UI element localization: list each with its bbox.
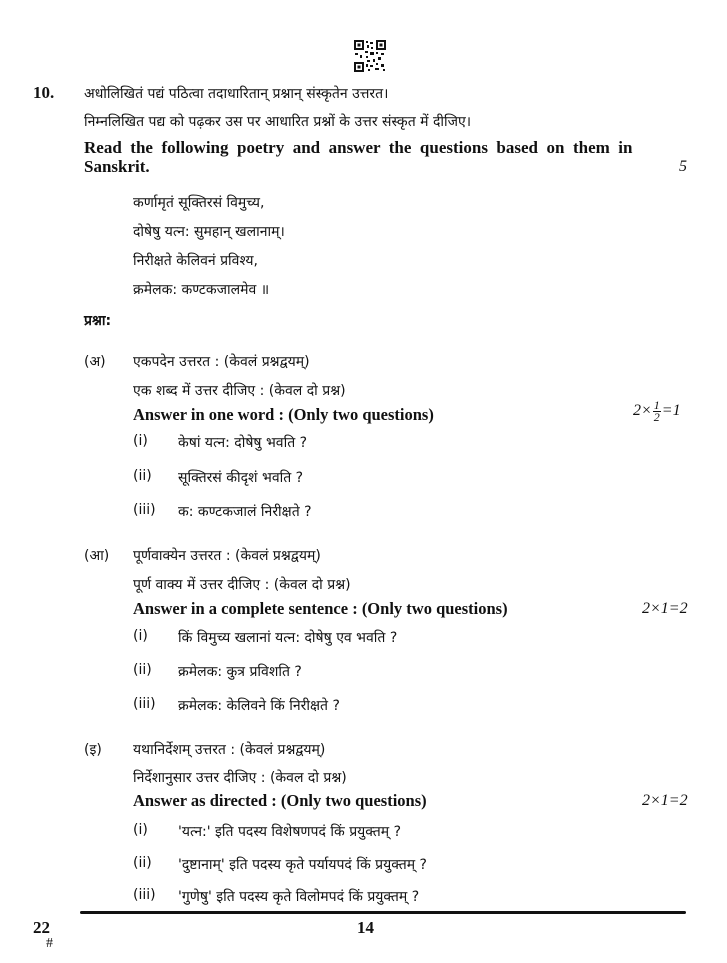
section-aa-q3-num: (iii) bbox=[133, 696, 156, 712]
footer-hash: # bbox=[46, 936, 53, 951]
section-aa-heading-sanskrit: पूर्णवाक्येन उत्तरत : (केवलं प्रश्नद्वयम्) bbox=[133, 548, 321, 564]
section-a-q1-num: (i) bbox=[133, 433, 148, 449]
poem-line-4: क्रमेलक: कण्टकजालमेव ॥ bbox=[133, 282, 270, 298]
paper-code: 22 bbox=[33, 918, 50, 937]
section-i-label: (इ) bbox=[84, 742, 102, 758]
section-aa-q2-text: क्रमेलक: कुत्र प्रविशति ? bbox=[178, 664, 302, 680]
section-aa-label: (आ) bbox=[84, 548, 110, 564]
section-a-q2-text: सूक्तिरसं कीदृशं भवति ? bbox=[178, 470, 304, 486]
section-aa-q1-num: (i) bbox=[133, 628, 148, 644]
section-aa-q3-text: क्रमेलक: केलिवने किं निरीक्षते ? bbox=[178, 698, 340, 714]
poem-line-3: निरीक्षते केलिवनं प्रविश्य, bbox=[133, 253, 258, 269]
section-aa-q2-num: (ii) bbox=[133, 662, 152, 678]
questions-heading: प्रश्ना: bbox=[84, 313, 112, 329]
section-i-heading-english: Answer as directed : (Only two questions) bbox=[133, 791, 427, 810]
section-i-q1-text: 'यत्न:' इति पदस्य विशेषणपदं किं प्रयुक्तम् ? bbox=[178, 824, 402, 840]
section-a-q2-num: (ii) bbox=[133, 468, 152, 484]
total-marks: 5 bbox=[679, 158, 687, 175]
section-i-q1-num: (i) bbox=[133, 822, 148, 838]
section-a-q1-text: केषां यत्न: दोषेषु भवति ? bbox=[178, 435, 308, 451]
section-aa-heading-english: Answer in a complete sentence : (Only two questions) bbox=[133, 599, 508, 618]
poem-line-2: दोषेषु यत्न: सुमहान् खलानाम्। bbox=[133, 224, 285, 240]
poem-line-1: कर्णामृतं सूक्तिरसं विमुच्य, bbox=[133, 195, 265, 211]
page-number: 14 bbox=[357, 918, 374, 937]
instruction-english-line1: Read the following poetry and answer the questions based on them in bbox=[84, 138, 633, 157]
section-a-heading-english: Answer in one word : (Only two questions) bbox=[133, 405, 434, 424]
instruction-english-line2: Sanskrit. bbox=[84, 157, 150, 176]
section-a-q3-num: (iii) bbox=[133, 502, 156, 518]
section-i-q3-num: (iii) bbox=[133, 887, 156, 903]
section-aa-heading-hindi: पूर्ण वाक्य में उत्तर दीजिए : (केवल दो प्रश्न) bbox=[133, 577, 351, 593]
section-i-q2-text: 'दुष्टानाम्' इति पदस्य कृते पर्यायपदं किं प्रयुक्तम् ? bbox=[178, 857, 427, 873]
section-a-heading-hindi: एक शब्द में उत्तर दीजिए : (केवल दो प्रश्न) bbox=[133, 383, 346, 399]
section-a-marks: 2× $\frac{1}{2}$ =1 bbox=[633, 398, 681, 424]
section-a-q3-text: क: कण्टकजालं निरीक्षते ? bbox=[178, 504, 312, 520]
instruction-sanskrit: अधोलिखितं पद्यं पठित्वा तदाधारितान् प्रश्नान् संस्कृतेन उत्तरत। bbox=[84, 86, 389, 102]
section-i-q3-text: 'गुणेषु' इति पदस्य कृते विलोमपदं किं प्रयुक्तम् ? bbox=[178, 889, 420, 905]
qr-code-icon bbox=[354, 40, 386, 72]
section-a-label: (अ) bbox=[84, 354, 106, 370]
footer-rule bbox=[80, 911, 686, 914]
section-a-heading-sanskrit: एकपदेन उत्तरत : (केवलं प्रश्नद्वयम्) bbox=[133, 354, 310, 370]
section-aa-q1-text: किं विमुच्य खलानां यत्न: दोषेषु एव भवति ? bbox=[178, 630, 398, 646]
section-aa-marks: 2×1=2 bbox=[642, 600, 688, 617]
section-i-heading-sanskrit: यथानिर्देशम् उत्तरत : (केवलं प्रश्नद्वयम्) bbox=[133, 742, 326, 758]
instruction-hindi: निम्नलिखित पद्य को पढ़कर उस पर आधारित प्रश्नों के उत्तर संस्कृत में दीजिए। bbox=[84, 114, 472, 130]
section-i-marks: 2×1=2 bbox=[642, 792, 688, 809]
question-number: 10. bbox=[33, 83, 55, 102]
section-i-heading-hindi: निर्देशानुसार उत्तर दीजिए : (केवल दो प्रश्न) bbox=[133, 770, 347, 786]
section-i-q2-num: (ii) bbox=[133, 855, 152, 871]
